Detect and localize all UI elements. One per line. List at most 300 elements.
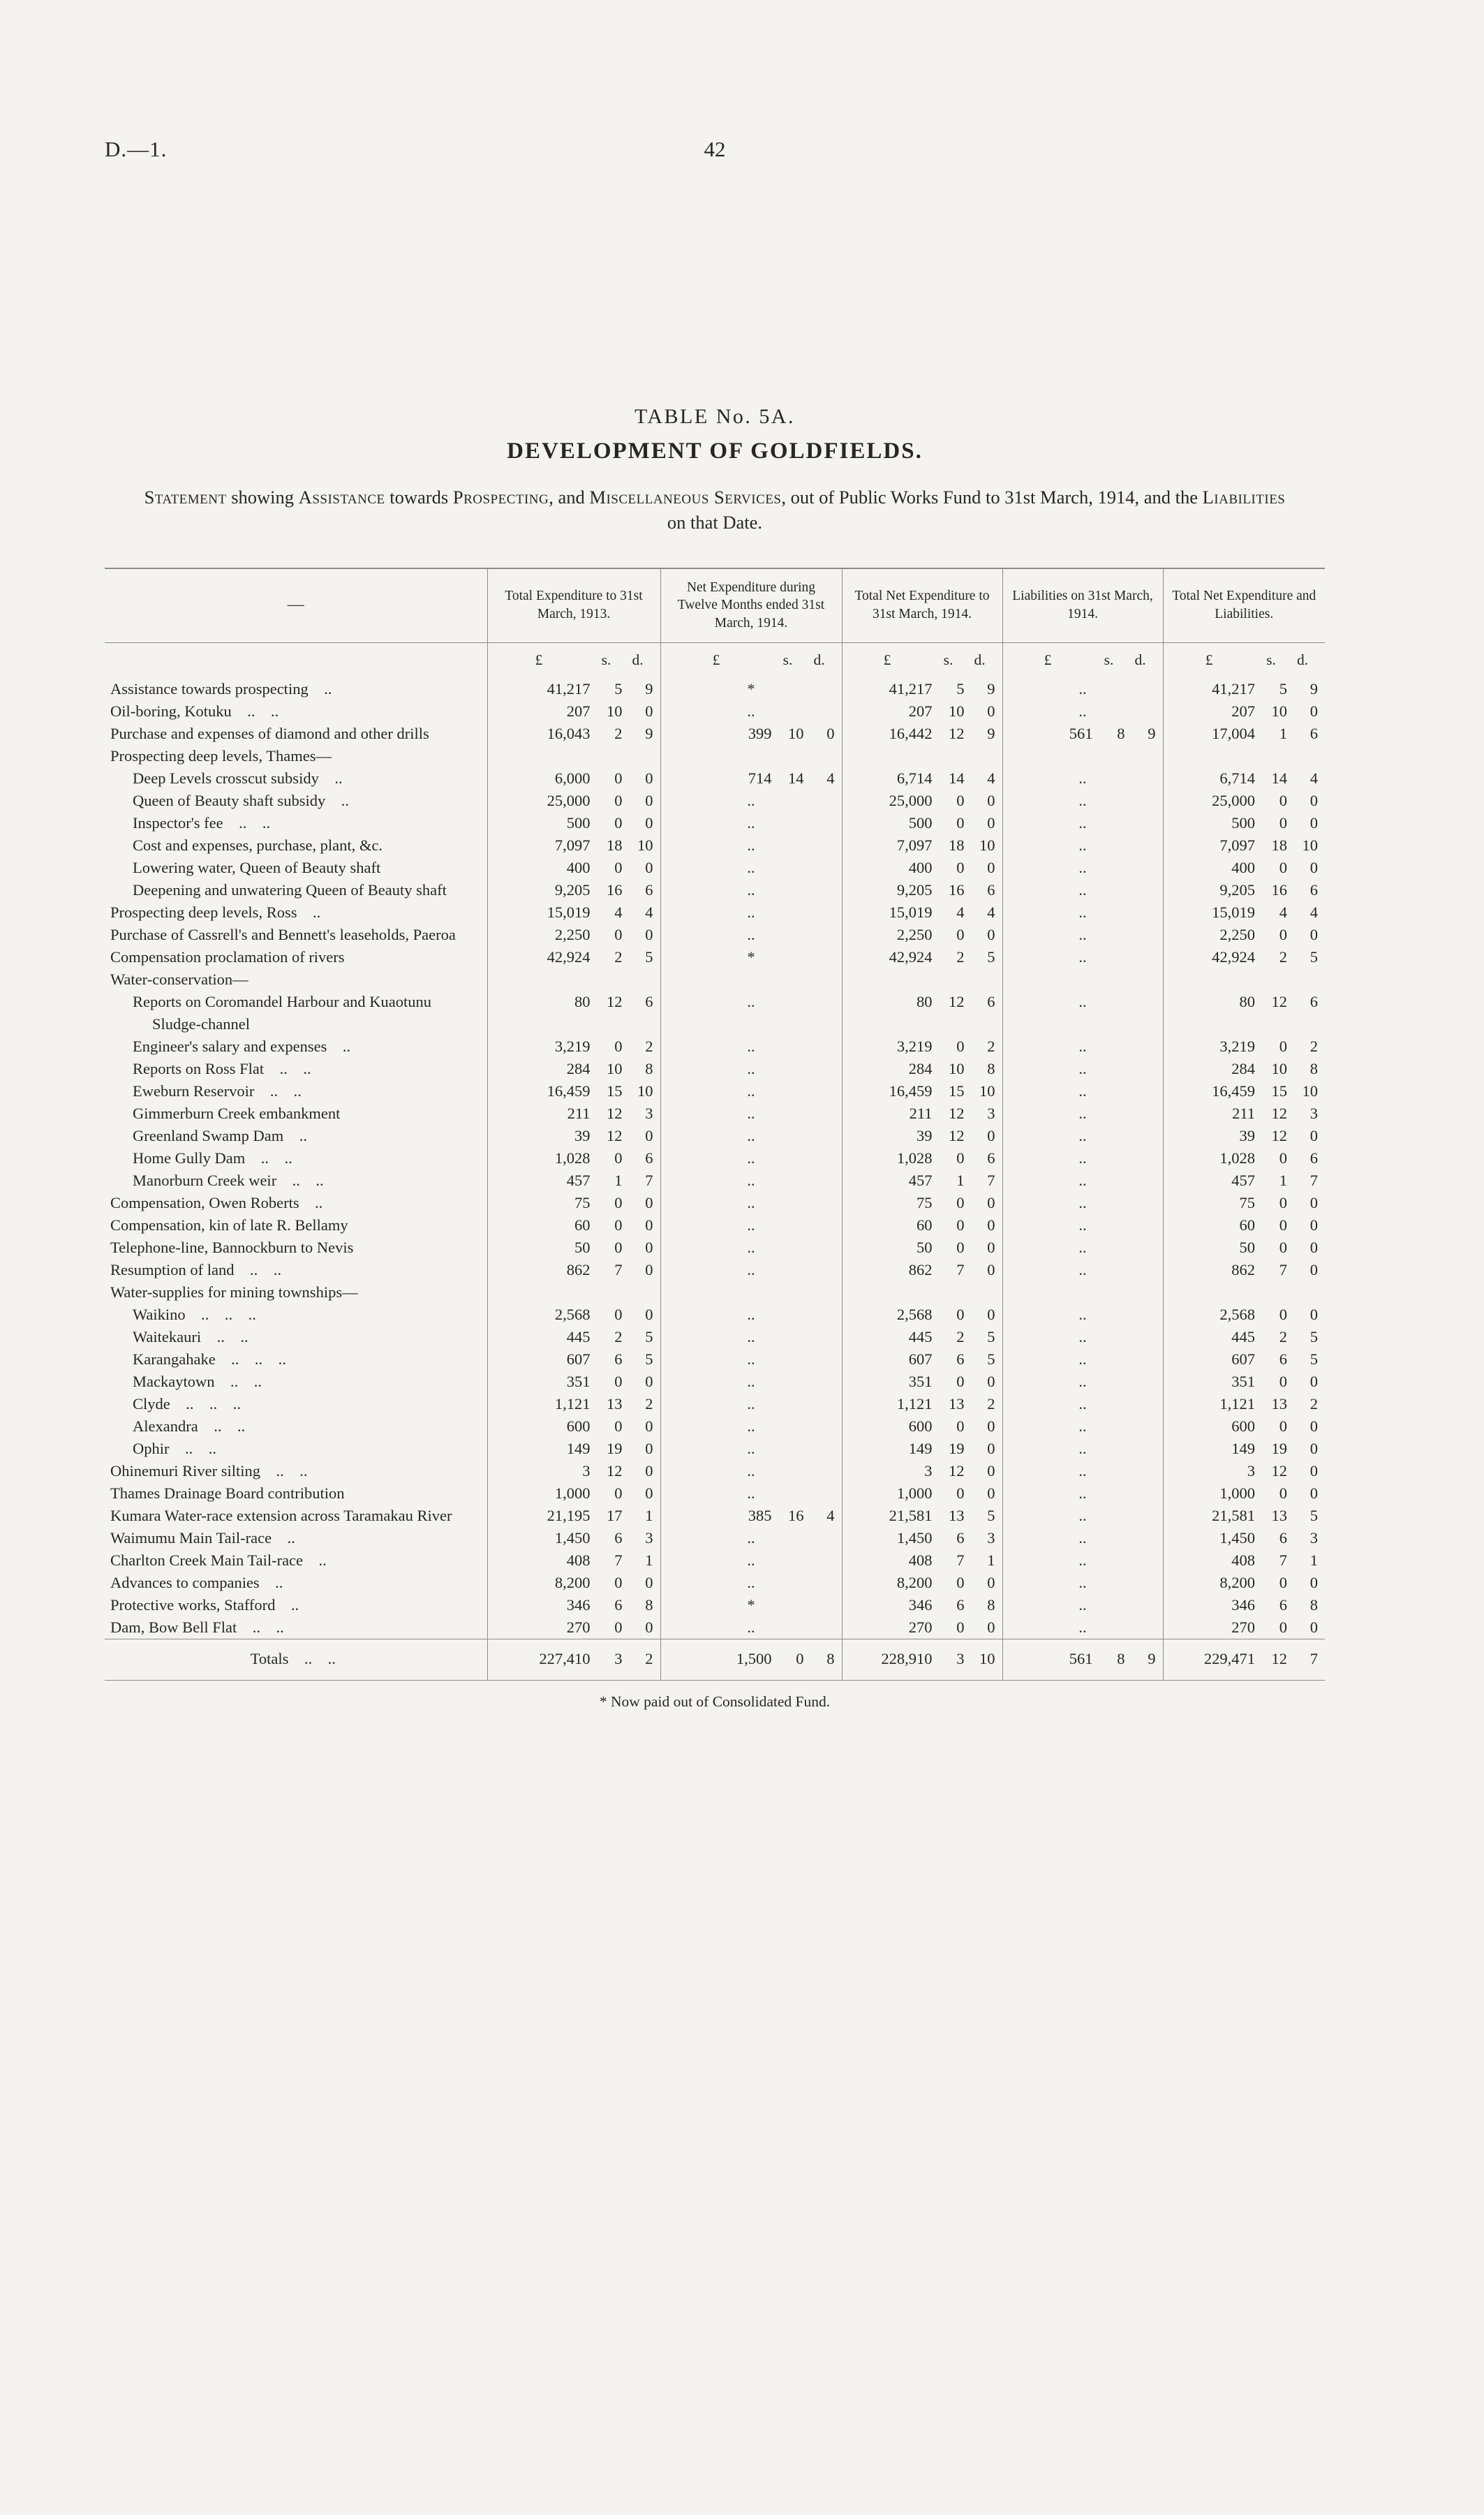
nil-dots: .. xyxy=(1078,1573,1087,1591)
money-cell xyxy=(1002,700,1163,723)
pence-value: 5 xyxy=(645,1350,653,1368)
money-cell xyxy=(1163,1147,1325,1170)
pounds-value: 862 xyxy=(908,1260,933,1278)
nil-dots: .. xyxy=(1078,858,1087,876)
pence-value: 4 xyxy=(826,1506,835,1524)
running-header xyxy=(105,137,1325,162)
money-cell xyxy=(1163,1639,1325,1680)
money-cell xyxy=(487,1058,660,1080)
pounds-value: 351 xyxy=(908,1372,933,1390)
pounds-value: 457 xyxy=(908,1171,933,1189)
pence-value: 9 xyxy=(1309,679,1318,698)
pence-value: 6 xyxy=(987,880,995,899)
shillings-value: 10 xyxy=(1271,1059,1287,1077)
footnote-marker: * xyxy=(747,679,755,698)
pounds-value: 15,019 xyxy=(1212,903,1255,921)
shillings-value: s. xyxy=(943,651,954,668)
money-cell xyxy=(842,1147,1002,1170)
money-cell xyxy=(842,834,1002,857)
pounds-value: £ xyxy=(535,651,543,668)
money-cell xyxy=(842,1237,1002,1259)
nil-dots: .. xyxy=(747,836,755,854)
pence-value: 0 xyxy=(826,724,835,742)
row-label: Waikino .. .. .. xyxy=(133,1305,256,1323)
money-cell xyxy=(842,1035,1002,1058)
pence-value: 6 xyxy=(1309,880,1318,899)
pence-value: 7 xyxy=(645,1171,653,1189)
row-label: Mackaytown .. .. xyxy=(133,1372,262,1390)
money-cell xyxy=(487,723,660,745)
shillings-value: 0 xyxy=(614,1216,623,1234)
pence-value: 3 xyxy=(645,1528,653,1547)
money-cell xyxy=(1163,1281,1325,1304)
money-cell xyxy=(487,946,660,968)
pence-value: 0 xyxy=(987,813,995,832)
money-cell xyxy=(1002,1125,1163,1147)
money-cell xyxy=(1163,767,1325,790)
table-row xyxy=(105,812,1325,834)
statement-segment: Liabilities xyxy=(1202,487,1286,508)
money-cell xyxy=(1163,745,1325,767)
pence-value: 10 xyxy=(979,1082,995,1100)
money-cell xyxy=(1002,1259,1163,1281)
pounds-value: 600 xyxy=(908,1417,933,1435)
pounds-value: 80 xyxy=(1239,992,1255,1010)
pounds-value: 25,000 xyxy=(547,791,591,809)
money-cell xyxy=(1002,924,1163,946)
row-label: Purchase of Cassrell's and Bennett's leaseholds, Paeroa xyxy=(110,925,456,943)
row-label: Ophir .. .. xyxy=(133,1439,216,1457)
money-cell xyxy=(1002,1594,1163,1616)
shillings-value: 0 xyxy=(1279,1484,1287,1502)
pounds-value: 229,471 xyxy=(1203,1649,1255,1667)
money-cell xyxy=(1002,968,1163,991)
table-title: DEVELOPMENT OF GOLDFIELDS. xyxy=(507,438,923,464)
row-label: Resumption of land .. .. xyxy=(110,1260,281,1278)
shillings-value: 12 xyxy=(607,1126,623,1144)
money-cell xyxy=(1002,1281,1163,1304)
table-body xyxy=(105,642,1325,1680)
table-row xyxy=(105,1035,1325,1058)
nil-dots: .. xyxy=(1078,903,1087,921)
pounds-value: 207 xyxy=(1231,702,1255,720)
money-cell xyxy=(487,1326,660,1348)
money-cell xyxy=(1002,1438,1163,1460)
pounds-value: 600 xyxy=(566,1417,591,1435)
shillings-value: 7 xyxy=(614,1551,623,1569)
pence-value: 0 xyxy=(987,1126,995,1144)
pounds-value: 500 xyxy=(908,813,933,832)
pounds-value: 1,121 xyxy=(896,1394,933,1413)
table-row xyxy=(105,1326,1325,1348)
nil-dots: .. xyxy=(747,1037,755,1055)
money-cell xyxy=(1163,1192,1325,1214)
money-cell xyxy=(660,812,842,834)
row-label: Eweburn Reservoir .. .. xyxy=(133,1082,302,1100)
pounds-value: 1,500 xyxy=(736,1649,772,1667)
money-cell xyxy=(1163,857,1325,879)
table-row xyxy=(105,700,1325,723)
pence-value: 8 xyxy=(645,1595,653,1614)
shillings-value: 18 xyxy=(1271,836,1287,854)
shillings-value: 6 xyxy=(1279,1350,1287,1368)
row-label: Prospecting deep levels, Thames— xyxy=(110,746,332,765)
shillings-value: 1 xyxy=(1279,1171,1287,1189)
pence-value: 7 xyxy=(1309,1171,1318,1189)
money-cell xyxy=(1002,1505,1163,1527)
pounds-value: 2,568 xyxy=(1219,1305,1255,1323)
pence-value: 0 xyxy=(645,1573,653,1591)
shillings-value: 6 xyxy=(1279,1528,1287,1547)
pence-value: 0 xyxy=(645,1126,653,1144)
nil-dots: .. xyxy=(1078,1104,1087,1122)
pounds-value: 284 xyxy=(1231,1059,1255,1077)
pence-value: 0 xyxy=(1309,1417,1318,1435)
pence-value: 4 xyxy=(1309,903,1318,921)
totals-row xyxy=(105,1639,1325,1680)
money-cell xyxy=(487,700,660,723)
shillings-value: 0 xyxy=(1279,791,1287,809)
money-cell xyxy=(842,1572,1002,1594)
page-number: 42 xyxy=(704,137,726,161)
row-label: Compensation, kin of late R. Bellamy xyxy=(110,1216,348,1234)
nil-dots: .. xyxy=(1078,880,1087,899)
shillings-value: 0 xyxy=(1279,1238,1287,1256)
pounds-value: 21,195 xyxy=(547,1506,591,1524)
row-label: Advances to companies .. xyxy=(110,1573,283,1591)
money-cell xyxy=(842,1549,1002,1572)
pounds-value: 211 xyxy=(567,1104,591,1122)
shillings-value: 10 xyxy=(949,702,965,720)
shillings-value: 0 xyxy=(956,1484,965,1502)
pounds-value: 561 xyxy=(1069,1649,1093,1667)
shillings-value: 0 xyxy=(614,791,623,809)
pence-value: 10 xyxy=(1302,1082,1318,1100)
money-cell xyxy=(487,1080,660,1102)
pounds-value: 2,250 xyxy=(1219,925,1255,943)
pence-value: 0 xyxy=(987,1372,995,1390)
table-row xyxy=(105,1594,1325,1616)
shillings-value: 0 xyxy=(1279,1618,1287,1636)
pence-value: 0 xyxy=(987,1305,995,1323)
row-label: Compensation, Owen Roberts .. xyxy=(110,1193,323,1211)
table-row xyxy=(105,1170,1325,1192)
money-cell xyxy=(1163,1438,1325,1460)
money-cell xyxy=(660,745,842,767)
money-cell xyxy=(842,1058,1002,1080)
pence-value: 5 xyxy=(1309,1327,1318,1345)
pence-value: 1 xyxy=(645,1506,653,1524)
pence-value: 5 xyxy=(1309,1350,1318,1368)
row-label: Protective works, Stafford .. xyxy=(110,1595,299,1614)
table-number: TABLE No. 5A. xyxy=(634,405,796,428)
shillings-value: 3 xyxy=(614,1649,623,1667)
statement-segment: , and xyxy=(549,487,590,508)
shillings-value: 0 xyxy=(614,1305,623,1323)
money-cell xyxy=(660,700,842,723)
column-header: — xyxy=(105,568,487,643)
pence-value: 5 xyxy=(987,1506,995,1524)
shillings-value: 2 xyxy=(956,1327,965,1345)
money-cell xyxy=(660,1594,842,1616)
table-row xyxy=(105,1192,1325,1214)
money-cell xyxy=(487,1616,660,1639)
money-cell xyxy=(487,857,660,879)
money-cell xyxy=(660,857,842,879)
pounds-value: 15,019 xyxy=(547,903,591,921)
money-cell xyxy=(660,879,842,901)
pounds-value: 1,000 xyxy=(896,1484,933,1502)
pounds-value: 60 xyxy=(574,1216,591,1234)
shillings-value: 12 xyxy=(949,1104,965,1122)
money-cell xyxy=(487,1639,660,1680)
pence-value: 0 xyxy=(1309,1193,1318,1211)
row-label: Charlton Creek Main Tail-race .. xyxy=(110,1551,327,1569)
money-cell xyxy=(487,1415,660,1438)
pounds-value: 42,924 xyxy=(1212,947,1255,966)
nil-dots: .. xyxy=(1078,1439,1087,1457)
row-label: Assistance towards prospecting .. xyxy=(110,679,332,698)
shillings-value: 6 xyxy=(614,1350,623,1368)
money-cell xyxy=(487,790,660,812)
shillings-value: 7 xyxy=(1279,1260,1287,1278)
money-cell xyxy=(842,1348,1002,1371)
table-row xyxy=(105,924,1325,946)
nil-dots: .. xyxy=(1078,992,1087,1010)
money-cell xyxy=(1163,1482,1325,1505)
money-cell xyxy=(660,678,842,700)
money-cell xyxy=(487,879,660,901)
nil-dots: .. xyxy=(747,1149,755,1167)
money-cell xyxy=(1002,1460,1163,1482)
pounds-value: 211 xyxy=(909,1104,933,1122)
shillings-value: 12 xyxy=(949,1126,965,1144)
pence-value: 0 xyxy=(645,858,653,876)
pence-value: 8 xyxy=(1309,1595,1318,1614)
table-row xyxy=(105,790,1325,812)
pounds-value: 500 xyxy=(1231,813,1255,832)
pence-value: 0 xyxy=(645,1238,653,1256)
pence-value: 0 xyxy=(645,1260,653,1278)
money-cell xyxy=(842,901,1002,924)
money-cell xyxy=(1163,1460,1325,1482)
shillings-value: 2 xyxy=(1279,1327,1287,1345)
money-cell xyxy=(1163,1616,1325,1639)
pence-value: 9 xyxy=(645,679,653,698)
pence-value: 9 xyxy=(645,724,653,742)
nil-dots: .. xyxy=(747,813,755,832)
money-cell xyxy=(1163,946,1325,968)
nil-dots: .. xyxy=(747,1484,755,1502)
money-cell xyxy=(842,767,1002,790)
shillings-value: 19 xyxy=(1271,1439,1287,1457)
money-cell xyxy=(1002,790,1163,812)
pence-value: 0 xyxy=(987,1238,995,1256)
nil-dots: .. xyxy=(747,1260,755,1278)
shillings-value: 6 xyxy=(614,1595,623,1614)
pence-value: 0 xyxy=(1309,791,1318,809)
money-cell xyxy=(660,1259,842,1281)
shillings-value: 13 xyxy=(1271,1394,1287,1413)
pence-value: 5 xyxy=(645,947,653,966)
pence-value: 2 xyxy=(645,1037,653,1055)
money-cell xyxy=(660,1080,842,1102)
units-cell xyxy=(660,642,842,678)
shillings-value: 0 xyxy=(956,1305,965,1323)
pounds-value: 600 xyxy=(1231,1417,1255,1435)
pence-value: 3 xyxy=(1309,1528,1318,1547)
money-cell xyxy=(660,1035,842,1058)
shillings-value: 6 xyxy=(614,1528,623,1547)
shillings-value: 10 xyxy=(1271,702,1287,720)
shillings-value: 13 xyxy=(607,1394,623,1413)
money-cell xyxy=(1002,1147,1163,1170)
pence-value: 0 xyxy=(645,769,653,787)
money-cell xyxy=(842,812,1002,834)
pounds-value: 39 xyxy=(1239,1126,1255,1144)
table-row xyxy=(105,1527,1325,1549)
pence-value: d. xyxy=(813,651,825,668)
pence-value: 0 xyxy=(1309,1126,1318,1144)
pence-value: 5 xyxy=(1309,947,1318,966)
pounds-value: 16,442 xyxy=(889,724,933,742)
nil-dots: .. xyxy=(1078,1372,1087,1390)
footnote-marker: * xyxy=(747,947,755,966)
units-cell xyxy=(1002,642,1163,678)
shillings-value: 10 xyxy=(788,724,804,742)
pounds-value: 149 xyxy=(1231,1439,1255,1457)
pence-value: 2 xyxy=(1309,1394,1318,1413)
pence-value: 0 xyxy=(645,1305,653,1323)
money-cell xyxy=(1002,1058,1163,1080)
nil-dots: .. xyxy=(1078,813,1087,832)
pence-value: 9 xyxy=(1148,724,1156,742)
money-cell xyxy=(842,1192,1002,1214)
shillings-value: s. xyxy=(1104,651,1114,668)
money-cell xyxy=(1163,678,1325,700)
nil-dots: .. xyxy=(1078,769,1087,787)
nil-dots: .. xyxy=(747,1618,755,1636)
money-cell xyxy=(842,1371,1002,1393)
pounds-value: 284 xyxy=(908,1059,933,1077)
money-cell xyxy=(1163,700,1325,723)
money-cell xyxy=(1002,1371,1163,1393)
money-cell xyxy=(487,1170,660,1192)
shillings-value: 16 xyxy=(607,880,623,899)
pence-value: 0 xyxy=(987,1618,995,1636)
money-cell xyxy=(842,1393,1002,1415)
money-cell xyxy=(487,1192,660,1214)
pence-value: 3 xyxy=(987,1104,995,1122)
shillings-value: 5 xyxy=(956,679,965,698)
money-cell xyxy=(1163,1080,1325,1102)
pounds-value: 7,097 xyxy=(554,836,591,854)
money-cell xyxy=(487,767,660,790)
money-cell xyxy=(1002,1035,1163,1058)
shillings-value: 12 xyxy=(607,1104,623,1122)
row-label: Oil-boring, Kotuku .. .. xyxy=(110,702,279,720)
row-label: Manorburn Creek weir .. .. xyxy=(133,1171,324,1189)
pounds-value: 50 xyxy=(917,1238,933,1256)
pence-value: 6 xyxy=(645,992,653,1010)
table-row xyxy=(105,1304,1325,1326)
money-cell xyxy=(1002,1482,1163,1505)
table-row xyxy=(105,1237,1325,1259)
shillings-value: 15 xyxy=(1271,1082,1287,1100)
table-row xyxy=(105,1147,1325,1170)
shillings-value: 13 xyxy=(949,1506,965,1524)
money-cell xyxy=(487,1594,660,1616)
money-cell xyxy=(660,1527,842,1549)
nil-dots: .. xyxy=(747,1372,755,1390)
money-cell xyxy=(842,1102,1002,1125)
units-cell xyxy=(842,642,1002,678)
shillings-value: 2 xyxy=(614,1327,623,1345)
money-cell xyxy=(1002,991,1163,1035)
money-cell xyxy=(1163,1415,1325,1438)
money-cell xyxy=(1002,1549,1163,1572)
shillings-value: 0 xyxy=(1279,1193,1287,1211)
shillings-value: s. xyxy=(1266,651,1276,668)
pence-value: 9 xyxy=(987,724,995,742)
pounds-value: 149 xyxy=(908,1439,933,1457)
column-header: Total Net Expenditure to 31st March, 1914. xyxy=(842,568,1002,643)
pounds-value: 50 xyxy=(1239,1238,1255,1256)
pounds-value: 408 xyxy=(908,1551,933,1569)
money-cell xyxy=(1163,1594,1325,1616)
nil-dots: .. xyxy=(1078,679,1087,698)
money-cell xyxy=(842,991,1002,1035)
pounds-value: 227,410 xyxy=(539,1649,591,1667)
money-cell xyxy=(842,879,1002,901)
money-cell xyxy=(487,1259,660,1281)
nil-dots: .. xyxy=(1078,1461,1087,1480)
shillings-value: 0 xyxy=(956,1618,965,1636)
nil-dots: .. xyxy=(1078,1059,1087,1077)
money-cell xyxy=(660,1460,842,1482)
money-cell xyxy=(842,1281,1002,1304)
shillings-value: 8 xyxy=(1117,724,1125,742)
row-label: Prospecting deep levels, Ross .. xyxy=(110,903,321,921)
money-cell xyxy=(842,857,1002,879)
pence-value: 2 xyxy=(645,1394,653,1413)
shillings-value: 2 xyxy=(1279,947,1287,966)
shillings-value: 17 xyxy=(607,1506,623,1524)
pounds-value: £ xyxy=(1044,651,1052,668)
shillings-value: 0 xyxy=(1279,1216,1287,1234)
table-row xyxy=(105,1572,1325,1594)
money-cell xyxy=(487,1102,660,1125)
pounds-value: 21,581 xyxy=(889,1506,933,1524)
shillings-value: 12 xyxy=(607,1461,623,1480)
pence-value: 6 xyxy=(1309,1149,1318,1167)
money-cell xyxy=(660,1192,842,1214)
pence-value: 0 xyxy=(1309,1618,1318,1636)
money-cell xyxy=(660,767,842,790)
money-cell xyxy=(1002,1616,1163,1639)
nil-dots: .. xyxy=(1078,1193,1087,1211)
pounds-value: 16,459 xyxy=(547,1082,591,1100)
shillings-value: 16 xyxy=(1271,880,1287,899)
nil-dots: .. xyxy=(747,702,755,720)
pounds-value: 607 xyxy=(1231,1350,1255,1368)
money-cell xyxy=(1163,1527,1325,1549)
money-cell xyxy=(660,1438,842,1460)
pence-value: 0 xyxy=(645,1193,653,1211)
row-label: Lowering water, Queen of Beauty shaft xyxy=(133,858,381,876)
pounds-value: 457 xyxy=(1231,1171,1255,1189)
table-row xyxy=(105,946,1325,968)
